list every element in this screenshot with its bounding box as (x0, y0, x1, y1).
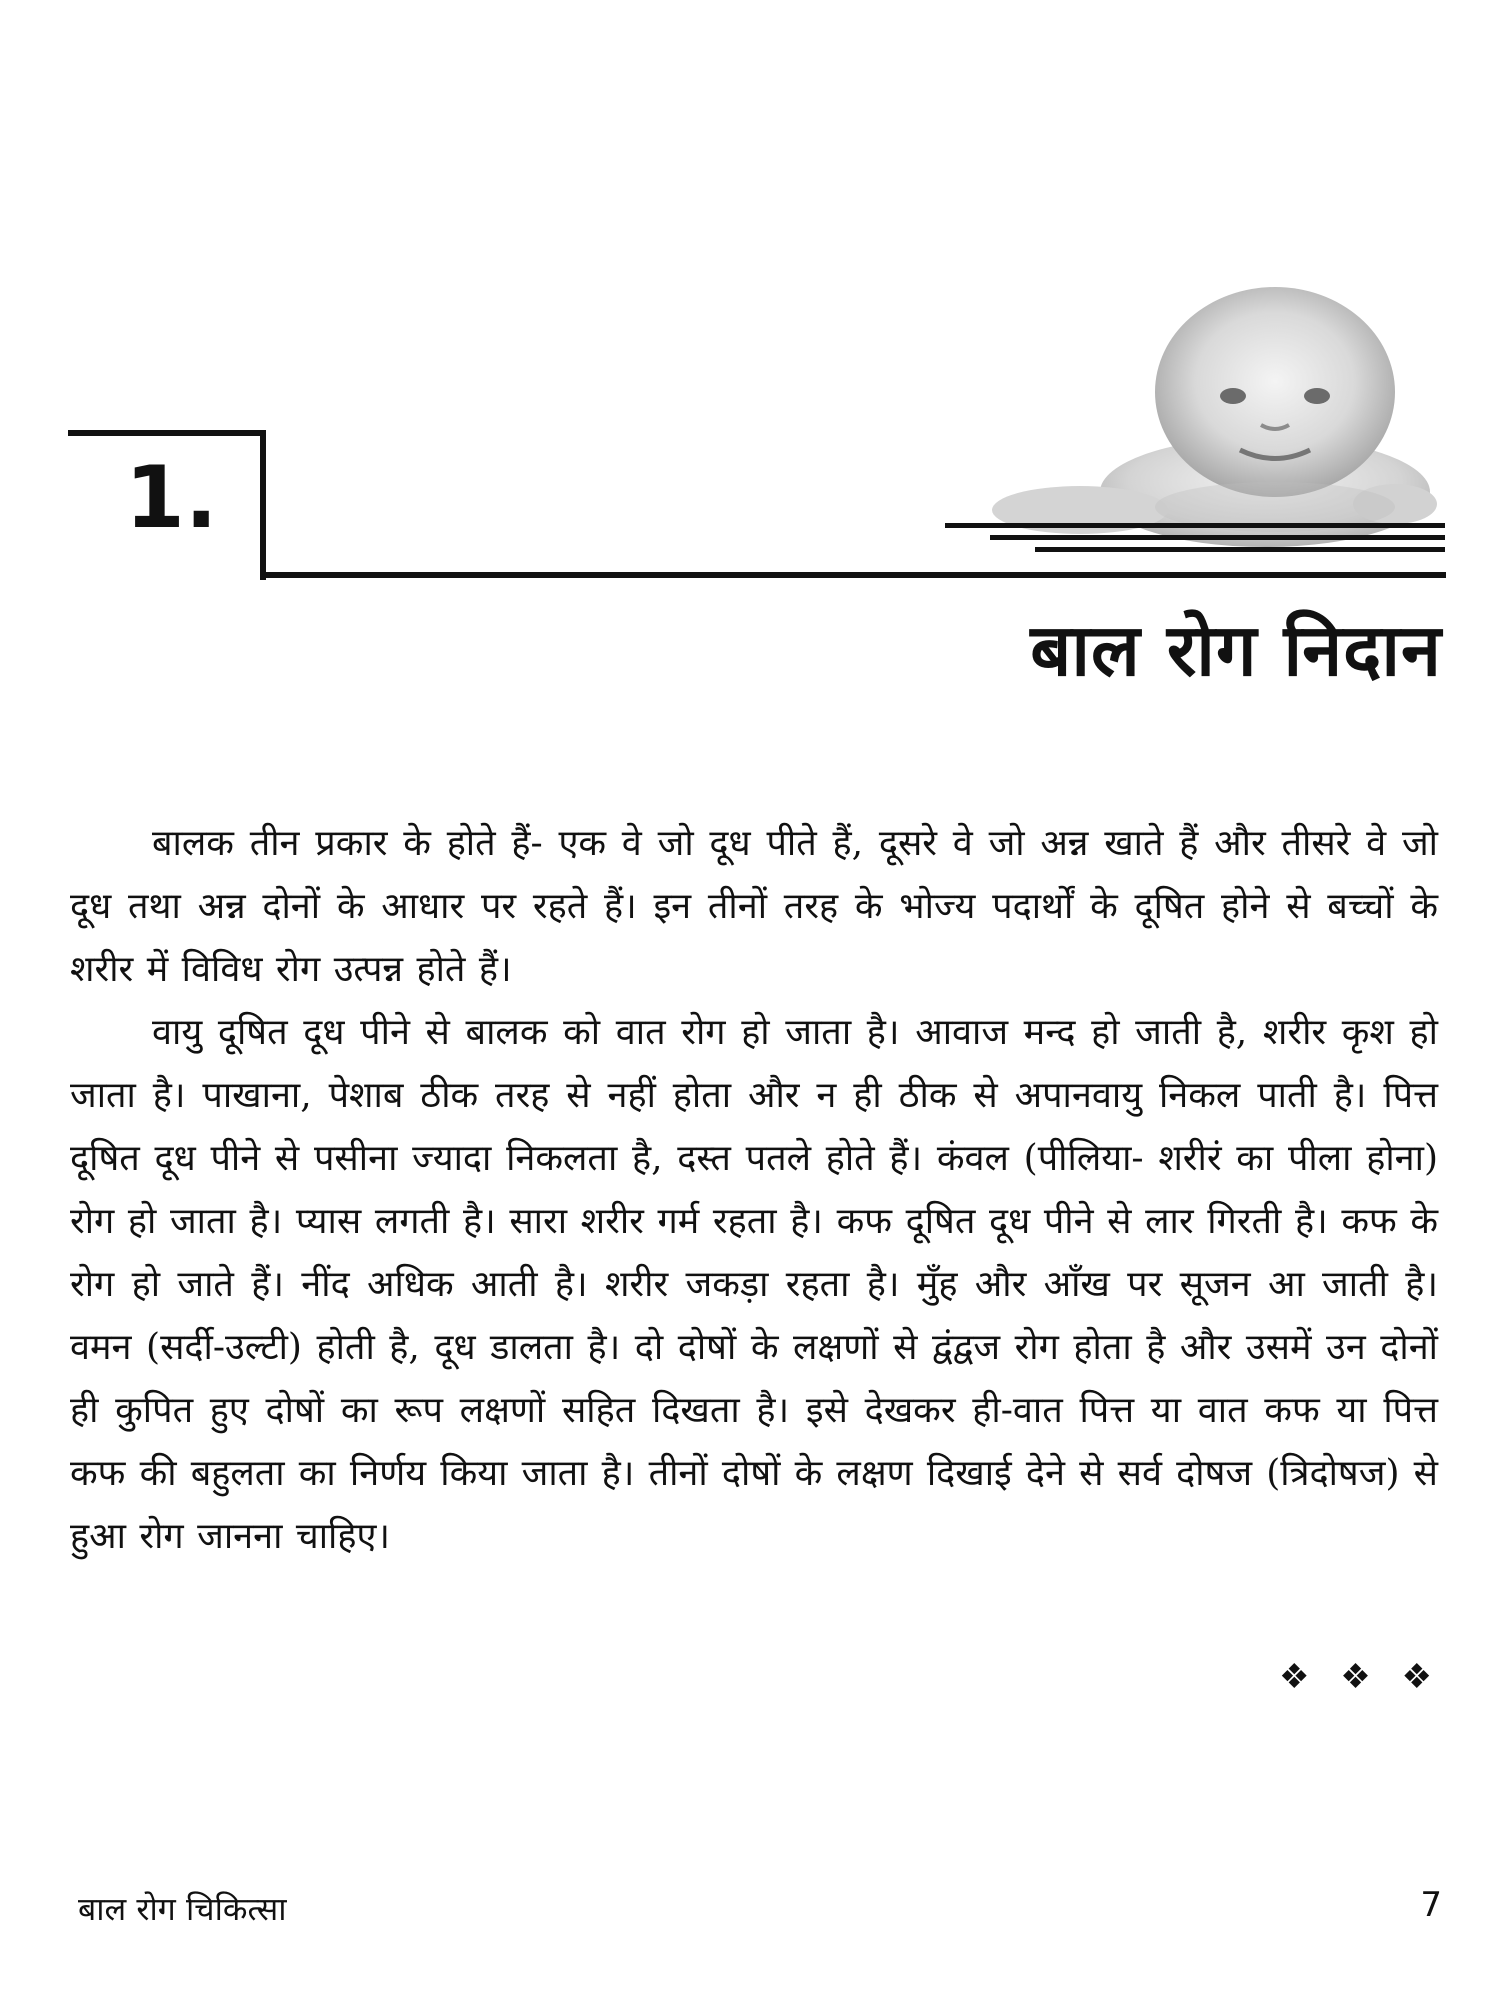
section-end-ornament: ❖ ❖ ❖ (1278, 1657, 1442, 1697)
baby-image (975, 282, 1445, 552)
page-number: 7 (1420, 1885, 1442, 1925)
body-paragraph: वायु दूषित दूध पीने से बालक को वात रोग हो जाता है। आवाज मन्द हो जाती है, शरीर कृश हो जाता है। पाखाना, पेशाब ठीक तरह से नहीं होता और न ही ठीक से अपानवायु निकल पाती है। पित्त दूषित दूध पीने से पसीना ज्यादा निकलता है, दस्त पतले होते हैं। कंवल (पीलिया- शरीरं का पीला होना) रोग हो जाता है। प्यास लगती है। सारा शरीर गर्म रहता है। कफ दूषित दूध पीने से लार गिरती है। कफ के रोग हो जाते हैं। नींद अधिक आती है। शरीर जकड़ा रहता है। मुँह और आँख पर सूजन आ जाती है। वमन (सर्दी-उल्टी) होती है, दूध डालता है। दो दोषों के लक्षणों से द्वंद्वज रोग होता है और उसमें उन दोनों ही कुपित हुए दोषों का रूप लक्षणों सहित दिखता है। इसे देखकर ही-वात पित्त या वात कफ या पित्त कफ की बहुलता का निर्णय किया जाता है। तीनों दोषों के लक्षण दिखाई देने से सर्व दोषज (त्रिदोषज) से हुआ रोग जानना चाहिए। (70, 1012, 1438, 1557)
decorative-line (990, 535, 1445, 540)
decorative-line (1035, 547, 1445, 552)
decorative-lines (945, 523, 1445, 555)
decorative-line (945, 523, 1445, 528)
chapter-number: 1. (125, 448, 218, 548)
chapter-body (70, 812, 1438, 1568)
chapter-divider-line (260, 572, 1446, 578)
chapter-title: बाल रोग निदान (1030, 608, 1442, 692)
footer-book-title: बाल रोग चिकित्सा (78, 1890, 287, 1928)
body-paragraph: बालक तीन प्रकार के होते हैं- एक वे जो दूध पीते हैं, दूसरे वे जो अन्न खाते हैं और तीसरे वे जो दूध तथा अन्न दोनों के आधार पर रहते हैं। इन तीनों तरह के भोज्य पदार्थों के दूषित होने से बच्चों के शरीर में विविध रोग उत्पन्न होते हैं। (70, 823, 1438, 990)
